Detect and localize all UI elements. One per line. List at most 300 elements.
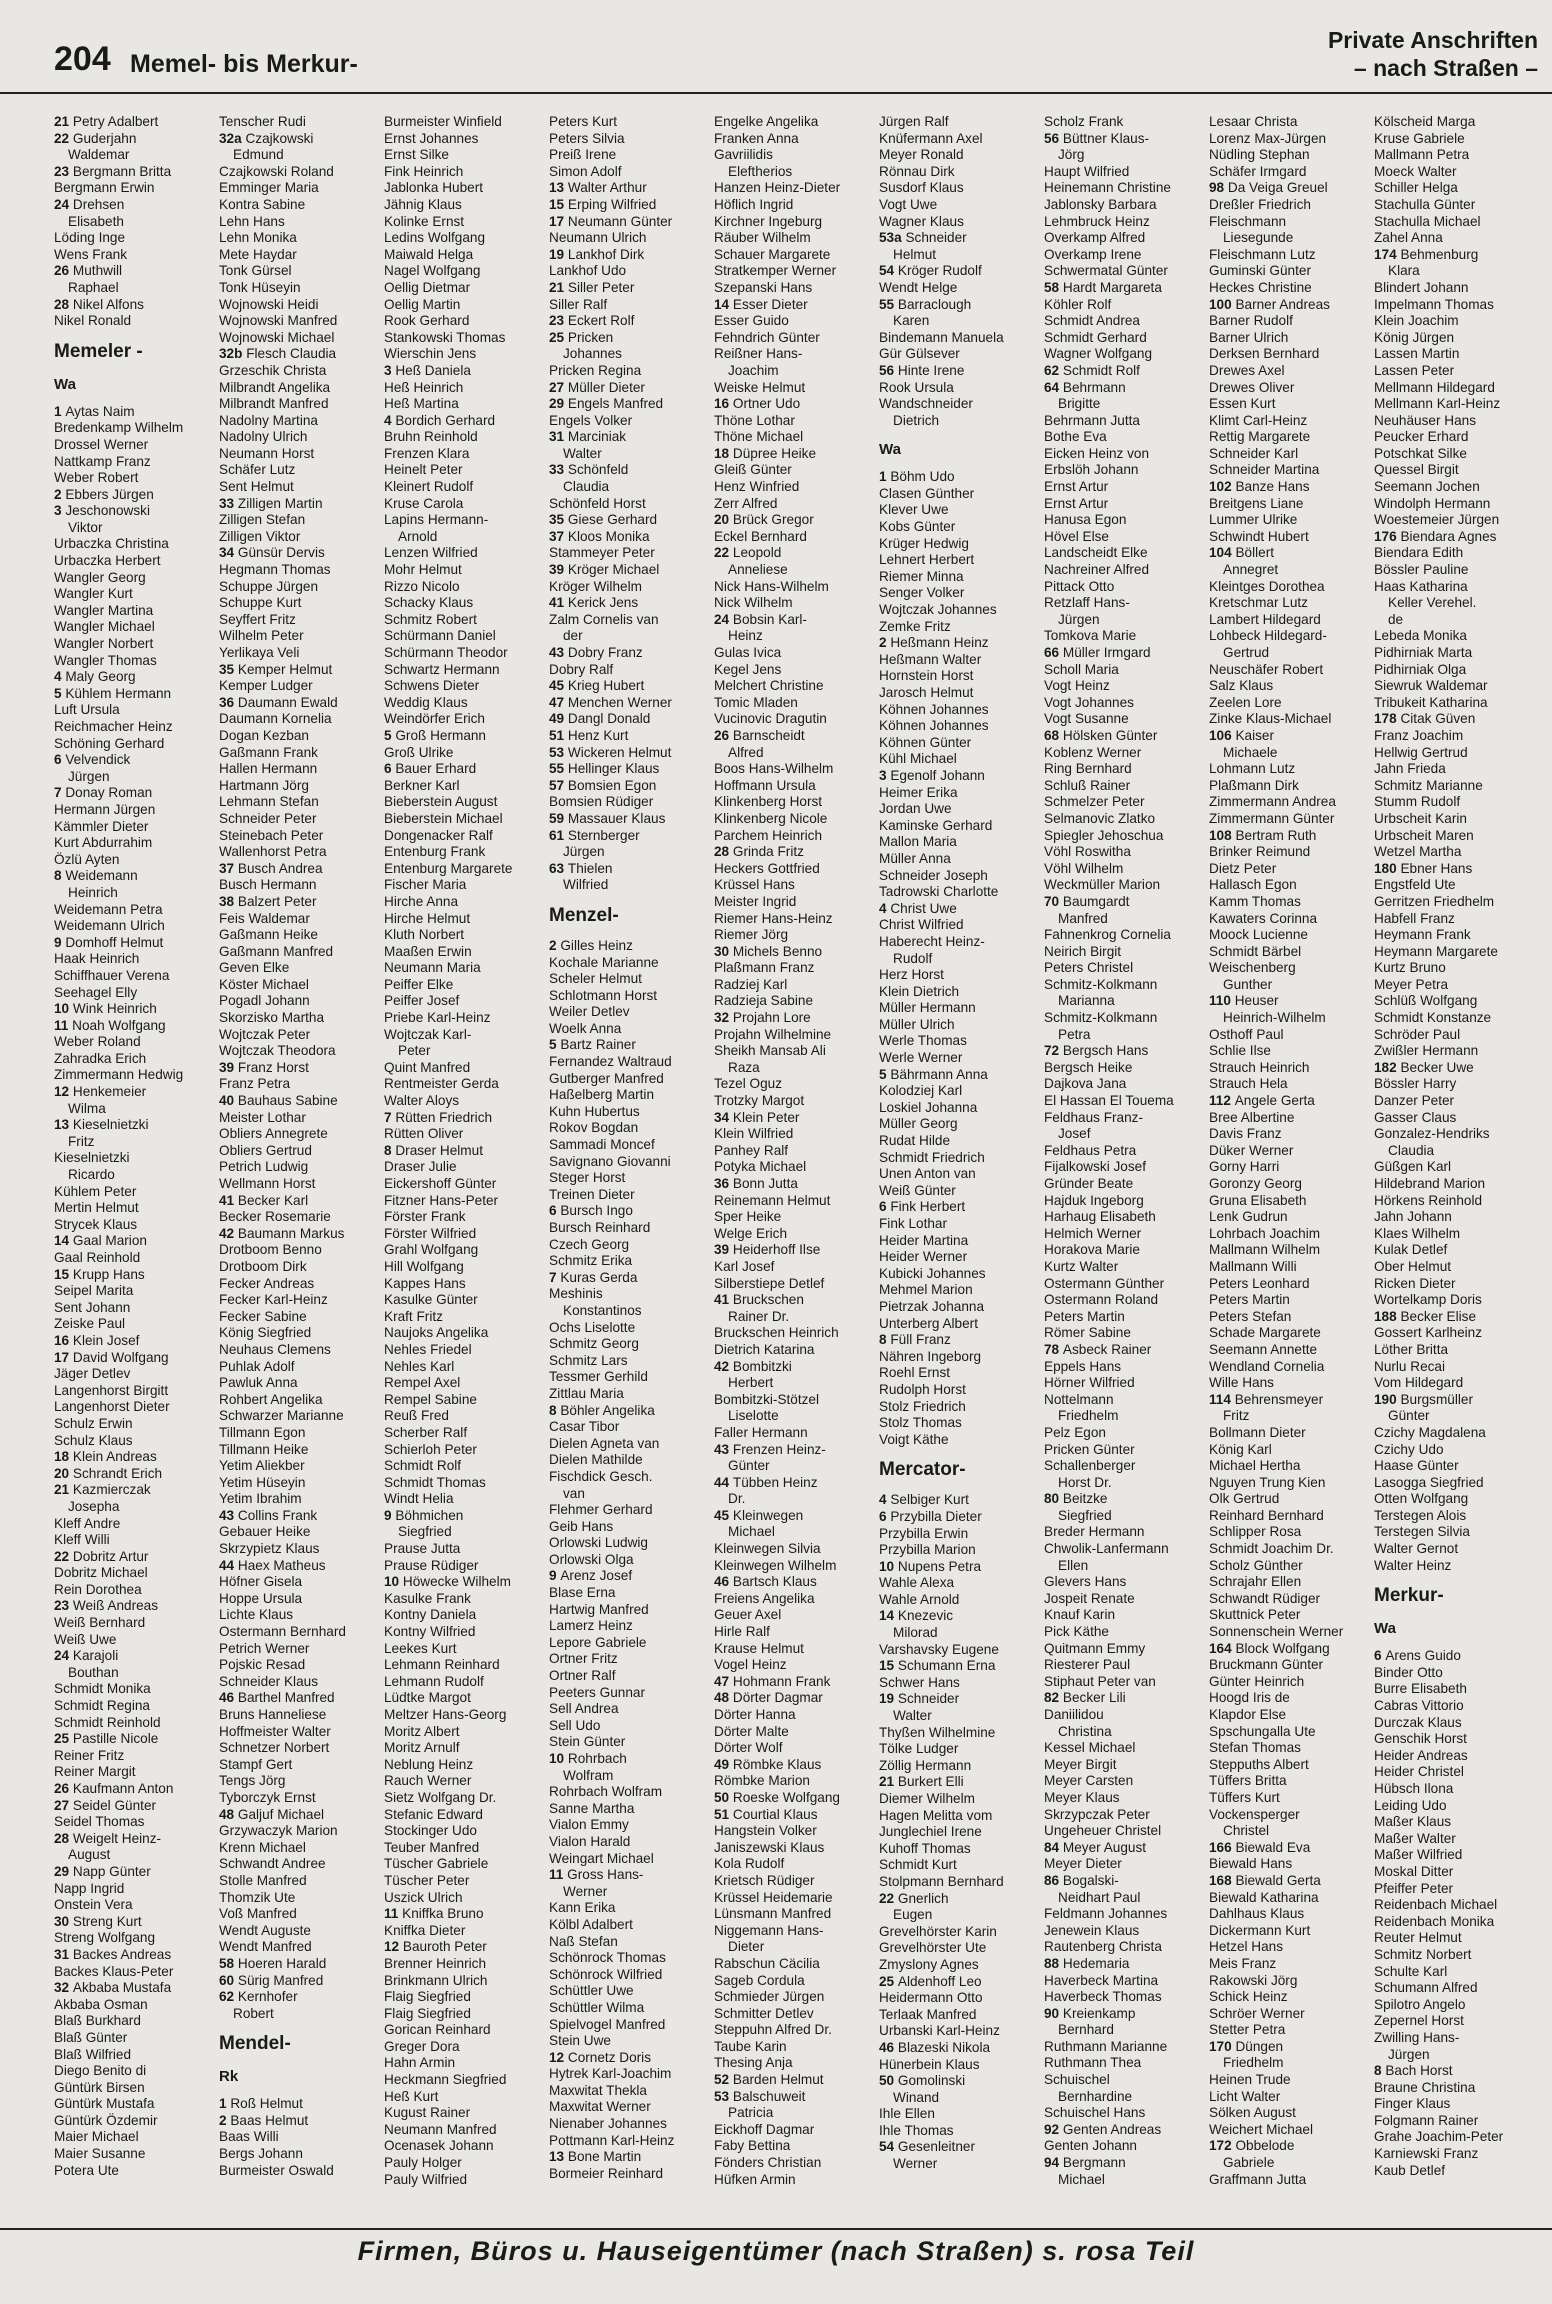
resident-entry: Peters Stefan [1209,1308,1292,1324]
resident-entry: Heidermann Otto [879,1990,983,2006]
resident-entry: Grzeschik Christa [219,362,327,378]
resident-name: Bonn Jutta [732,1176,798,1191]
resident-entry: Kleff Andre [54,1515,121,1531]
resident-entry: Rempel Sabine [384,1391,477,1407]
resident-entry: Kurtz Walter [1044,1258,1119,1274]
house-number: 32a [219,130,246,146]
resident-entry: Wagner Wolfgang [1044,346,1153,362]
resident-entry: Tüscher Peter [384,1872,470,1888]
resident-entry: Breder Hermann [1044,1524,1145,1540]
resident-entry [54,404,219,421]
house-number: 11 [549,1867,568,1883]
house-number: 188 [1374,1308,1401,1324]
resident-entry [879,2073,1044,2090]
resident-name: Petry Adalbert [72,114,159,129]
resident-entry: Schick Heinz [1209,1989,1288,2005]
resident-entry: Wille Hans [1209,1375,1274,1391]
resident-entry: Steppuths Albert [1209,1756,1309,1772]
resident-entry: Petrich Ludwig [219,1159,309,1175]
entry-continuation: Ellen [1058,1557,1089,1573]
resident-entry: Kolinke Ernst [384,213,465,229]
resident-entry: Stiphaut Peter van [1044,1673,1156,1689]
house-number: 3 [879,767,891,783]
resident-entry: Boos Hans-Wilhelm [714,761,834,777]
resident-entry: Pottmann Karl-Heinz [549,2132,675,2148]
house-number: 31 [549,429,568,445]
resident-entry: Schüttler Uwe [549,1983,634,1999]
resident-entry: Unterberg Albert [879,1315,978,1331]
resident-entry: Krüssel Hans [714,877,795,893]
house-number: 36 [714,1176,733,1191]
house-number: 6 [879,1508,891,1524]
resident-entry: Sageb Cordula [714,1972,805,1988]
house-number: 46 [879,2039,898,2055]
house-number: 36 [219,694,238,710]
house-number: 22 [54,130,73,146]
resident-entry: Pittack Otto [1044,578,1115,594]
resident-entry: Weckmüller Marion [1044,877,1161,893]
entry-continuation: Karen [893,313,930,329]
resident-entry: Trotzky Margot [714,1093,805,1109]
resident-entry: Sper Heike [714,1209,782,1225]
house-number: 32b [219,346,247,362]
resident-name: Angele Gerta [1234,1093,1315,1109]
resident-name: Ebner Hans [1400,860,1473,876]
entry-continuation: Peter [398,1043,431,1059]
house-number: 80 [1044,1491,1063,1507]
resident-name: Böllert [1235,545,1274,561]
resident-entry: Zittlau Maria [549,1385,624,1401]
resident-entry: Hallen Hermann [219,761,318,777]
resident-entry: Kontra Sabine [219,196,306,212]
resident-entry: Bormeier Reinhard [549,2165,664,2181]
resident-entry: Drotboom Benno [219,1242,322,1258]
resident-entry: Breitgens Liane [1209,495,1304,511]
resident-entry: Grevelhörster Ute [879,1940,987,1956]
house-number: 55 [549,761,568,777]
resident-entry: Stolz Thomas [879,1415,962,1431]
resident-entry [1209,1093,1374,1110]
resident-entry [714,512,879,529]
resident-entry: Hellwig Gertrud [1374,744,1468,760]
resident-entry: Schlotmann Horst [549,987,658,1003]
resident-entry: Lorenz Max-Jürgen [1209,130,1327,146]
house-number: 28 [54,1830,73,1846]
resident-entry [1209,479,1374,496]
resident-entry: Ruthmann Marianne [1044,2038,1168,2054]
resident-name: Roeske Wolfgang [732,1789,840,1805]
resident-entry: Tenscher Rudi [219,114,306,129]
entry-continuation: Christina [1058,1723,1112,1739]
resident-entry: Weddig Klaus [384,694,468,710]
street-heading: Memeler - [54,340,143,362]
resident-entry: Haase Günter [1374,1458,1459,1474]
house-number: 61 [549,827,568,843]
resident-entry [219,1060,384,1077]
resident-entry [384,1508,549,1525]
entry-continuation: Josef [1058,1126,1091,1142]
resident-entry: Tüffers Kurt [1209,1789,1280,1805]
resident-entry: Busch Hermann [219,877,317,893]
resident-entry: Thöne Michael [714,429,804,445]
resident-entry: Schmidt Joachim Dr. [1209,1541,1334,1557]
resident-entry: Schlie Ilse [1209,1043,1271,1059]
resident-name: Siller Peter [567,279,635,295]
resident-entry: Kurt Abdurrahim [54,835,153,851]
resident-entry [54,1781,219,1798]
resident-entry [219,1956,384,1973]
resident-entry: Schneider Joseph [879,867,988,883]
street-heading: Mendel- [219,2033,291,2055]
resident-entry: Vogt Uwe [879,196,938,212]
resident-entry: Gorny Harri [1209,1159,1280,1175]
entry-continuation: Neidhart Paul [1058,1889,1141,1905]
resident-entry [879,1509,1044,1526]
resident-entry [879,635,1044,652]
resident-entry: Rein Dorothea [54,1581,142,1597]
resident-entry: Reidenbach Michael [1374,1897,1498,1913]
resident-name: Hölsken Günter [1062,727,1158,743]
resident-entry: Wandschneider [879,396,973,412]
resident-entry: Krause Helmut [714,1640,804,1656]
resident-entry [1209,993,1374,1010]
resident-entry: Dielen Agneta van [549,1435,660,1451]
resident-entry [54,1466,219,1483]
entry-continuation: Friedhelm [1223,2055,1284,2071]
resident-entry [549,678,714,695]
resident-name: Erping Wilfried [567,196,657,212]
resident-entry [1374,1060,1539,1077]
resident-entry: Lehn Monika [219,230,297,246]
resident-entry: Lehn Hans [219,213,285,229]
resident-entry: Mallon Maria [879,834,957,850]
resident-entry [879,1974,1044,1991]
resident-entry: Schwer Hans [879,1674,960,1690]
resident-name: Arenz Josef [560,1568,633,1584]
resident-entry: Lebeda Monika [1374,628,1467,644]
resident-entry [549,214,714,231]
resident-entry [879,230,1044,247]
resident-entry: Vialon Harald [549,1833,631,1849]
resident-name: Beitzke [1062,1491,1108,1507]
entry-continuation: Werner [563,1883,608,1899]
house-number: 49 [714,1756,733,1772]
resident-name: David Wolfgang [72,1349,169,1365]
resident-entry [384,363,549,380]
resident-name: Barraclough [897,296,972,312]
resident-entry: Schmitz-Kolkmann [1044,1010,1158,1026]
resident-entry [879,1774,1044,1791]
resident-entry: Wangler Kurt [54,586,133,602]
resident-entry [714,844,879,861]
resident-entry [879,1199,1044,1216]
resident-entry: Lehnert Herbert [879,552,975,568]
resident-entry [1374,529,1539,546]
resident-entry: Lasogga Siegfried [1374,1474,1484,1490]
resident-entry: Hanzen Heinz-Dieter [714,180,841,196]
resident-entry: Wallenhorst Petra [219,844,327,860]
resident-entry [1044,1043,1209,1060]
resident-entry: König Karl [1209,1441,1272,1457]
resident-entry: Scholl Maria [1044,661,1119,677]
house-number: 6 [549,1203,561,1219]
section-title [1328,26,1538,82]
resident-name: Pastille Nicole [72,1731,159,1747]
resident-entry: Güntürk Birsen [54,2079,145,2095]
resident-entry: Quitmann Emmy [1044,1640,1146,1656]
resident-entry: Jospeit Renate [1044,1590,1135,1606]
entry-continuation: Klara [1388,263,1420,279]
resident-entry: Weber Roland [54,1034,141,1050]
resident-entry: Schwermatal Günter [1044,263,1168,279]
resident-name: Blazeski Nikola [897,2039,991,2055]
entry-continuation: Keller Verehel. [1388,595,1477,611]
resident-entry: Heider Andreas [1374,1747,1468,1763]
resident-entry: Grevelhörster Karin [879,1923,997,1939]
resident-entry: Heider Martina [879,1232,969,1248]
resident-entry: Güntürk Mustafa [54,2096,155,2112]
house-number: 8 [549,1402,561,1418]
house-number: 164 [1209,1640,1236,1656]
resident-entry: Zöllig Hermann [879,1757,972,1773]
house-number: 46 [219,1690,238,1706]
resident-entry: Susdorf Klaus [879,180,964,196]
resident-entry [54,1549,219,1566]
resident-entry: Neuhäuser Hans [1374,412,1477,428]
resident-entry: Blaß Wilfried [54,2046,132,2062]
house-number: 24 [54,196,73,212]
house-number: 24 [54,1648,73,1664]
house-number: 22 [714,545,733,561]
resident-entry: Hermann Jürgen [54,801,156,817]
resident-entry [714,1790,879,1807]
resident-name: Fink Herbert [890,1199,966,1215]
resident-entry: Braune Christina [1374,2079,1476,2095]
house-number: 104 [1209,545,1236,561]
house-number: 42 [219,1225,238,1241]
resident-entry: Rokov Bogdan [549,1120,639,1136]
resident-entry [384,1906,549,1923]
house-number: 27 [54,1797,73,1813]
resident-entry: Schönfeld Horst [549,495,646,511]
entry-continuation: Helmut [893,246,937,262]
resident-entry: Heckmann Siegfried [384,2072,507,2088]
resident-entry [549,1751,714,1768]
resident-name: Böhler Angelika [560,1402,655,1418]
resident-entry: Meyer Birgit [1044,1756,1117,1772]
resident-entry [54,1831,219,1848]
resident-entry: Karniewski Franz [1374,2146,1479,2162]
resident-entry [714,1242,879,1259]
house-number: 34 [714,1109,733,1125]
resident-entry [549,745,714,762]
resident-entry: Förster Wilfried [384,1225,477,1241]
entry-continuation: Edmund [233,147,284,163]
resident-entry: Stankowski Thomas [384,329,506,345]
house-number: 32 [54,1980,73,1996]
resident-entry: Werle Thomas [879,1033,967,1049]
resident-entry: Nehles Friedel [384,1341,472,1357]
resident-name: Guderjahn [72,130,137,146]
resident-name: Leopold [732,545,782,561]
resident-entry [1209,1873,1374,1890]
resident-name: Da Veiga Greuel [1227,180,1328,196]
resident-entry: Hörner Wilfried [1044,1375,1135,1391]
resident-entry: Fischdick Gesch. [549,1468,653,1484]
entry-continuation: Raphael [68,279,119,295]
resident-entry: Fink Lothar [879,1216,948,1231]
resident-entry: Gossert Karlheinz [1374,1325,1483,1341]
resident-entry: Heymann Margarete [1374,943,1498,959]
resident-entry: Müller Ulrich [879,1016,955,1032]
resident-entry: Biewald Katharina [1209,1889,1319,1905]
resident-entry: Lohrbach Joachim [1209,1225,1321,1241]
resident-entry [549,645,714,662]
entry-continuation: Liselotte [728,1408,779,1424]
resident-entry [879,363,1044,380]
resident-entry: Köhler Rolf [1044,296,1112,312]
resident-entry: Kubicki Johannes [879,1265,986,1281]
resident-entry: Bree Albertine [1209,1109,1295,1125]
resident-entry [219,346,384,363]
entry-continuation: Michaele [1223,744,1278,760]
resident-name: Egenolf Johann [890,767,985,783]
resident-name: Aytas Naim [65,403,135,419]
resident-entry: Rohbert Angelika [219,1391,323,1407]
resident-entry: Drossel Werner [54,436,149,452]
resident-entry [54,752,219,769]
resident-entry [879,1691,1044,1708]
resident-entry: Kessel Michael [1044,1740,1136,1756]
resident-name: Hellinger Klaus [567,761,660,777]
resident-entry: Schmitz Erika [549,1253,633,1269]
resident-entry: Schmidt Regina [54,1698,150,1714]
resident-entry: Tüscher Gabriele [384,1856,489,1872]
resident-entry: Steppuhn Alfred Dr. [714,2022,832,2038]
resident-entry: Müller Georg [879,1116,958,1132]
resident-name: Neumann Günter [567,213,673,229]
resident-entry: Gleiß Günter [714,462,792,478]
resident-entry: Werle Werner [879,1050,963,1066]
resident-name: Becker Karl [237,1192,309,1208]
resident-entry: Bössler Harry [1374,1076,1457,1092]
resident-entry: Peters Leonhard [1209,1275,1310,1291]
resident-entry: Leiding Udo [1374,1797,1447,1813]
resident-entry: Schuischel [1044,2072,1110,2088]
resident-entry: Welge Erich [714,1225,788,1241]
resident-entry: Schlipper Rosa [1209,1524,1302,1540]
resident-entry: Ochs Liselotte [549,1319,636,1335]
resident-entry: Barner Rudolf [1209,313,1293,329]
resident-entry: Kaminske Gerhard [879,817,993,833]
house-number: 43 [549,645,568,660]
resident-name: Cornetz Doris [567,2049,652,2065]
house-number: 3 [384,362,396,378]
resident-entry: Zahel Anna [1374,230,1443,246]
resident-entry: Engelke Angelika [714,114,819,129]
resident-name: Citak Güven [1400,711,1476,727]
house-number: 37 [549,528,568,544]
resident-entry: Pidhirniak Marta [1374,645,1473,660]
resident-entry: Bieberstein Michael [384,810,503,826]
resident-entry: Feldhaus Petra [1044,1142,1137,1158]
resident-entry: Bombitzki-Stötzel [714,1391,820,1407]
resident-entry [1209,1392,1374,1409]
resident-entry: Weber Robert [54,470,139,486]
resident-entry: Stratkemper Werner [714,263,837,279]
resident-entry [1044,280,1209,297]
resident-entry: Quint Manfred [384,1059,471,1075]
resident-name: Dangl Donald [567,711,651,727]
resident-name: Courtial Klaus [732,1806,818,1822]
house-number: 21 [549,279,568,295]
resident-name: Hoeren Harald [237,1955,327,1971]
resident-entry: Czichy Magdalena [1374,1424,1486,1440]
resident-name: Biewald Eva [1235,1839,1311,1855]
resident-entry: Köhnen Johannes [879,718,989,734]
resident-entry [1209,545,1374,562]
resident-name: Obbelode [1235,2138,1295,2154]
resident-entry: Hirche Helmut [384,910,471,926]
house-number: 8 [384,1142,396,1158]
resident-entry: Ihle Thomas [879,2122,954,2138]
resident-entry [219,2096,384,2113]
entry-continuation: Dietrich [893,412,940,428]
resident-entry [714,1508,879,1525]
resident-name: Bursch Ingo [560,1203,633,1219]
resident-entry: Römer Sabine [1044,1325,1131,1341]
house-number: 58 [219,1955,238,1971]
resident-entry [54,1233,219,1250]
resident-name: Dobritz Artur [72,1548,149,1564]
house-number: 14 [879,1608,898,1624]
directory-column [1374,114,1539,2204]
entry-continuation: Siegfried [398,1524,452,1540]
resident-entry: Günter Heinrich [1209,1673,1305,1689]
house-number: 30 [54,1913,73,1929]
resident-entry: Kirchner Ingeburg [714,213,823,229]
resident-entry: Tessmer Gerhild [549,1369,648,1385]
resident-entry: Maier Susanne [54,2146,146,2162]
resident-entry: Gründer Beate [1044,1176,1134,1191]
resident-name: Burkert Elli [897,1774,964,1790]
resident-entry: Drewes Axel [1209,362,1285,378]
resident-entry: Burmeister Winfield [384,114,502,129]
resident-entry: Wellmann Horst [219,1176,316,1191]
resident-entry [219,861,384,878]
resident-entry: Lummer Ulrike [1209,512,1298,528]
resident-entry: Schneider Peter [219,810,317,826]
resident-name: Balzert Peter [237,893,317,909]
resident-entry: Thomzik Ute [219,1889,296,1905]
entry-continuation: Christel [1223,1823,1270,1839]
resident-entry: Szepanski Hans [714,279,813,295]
entry-continuation: Anneliese [728,562,788,578]
resident-entry: Fleischmann Lutz [1209,246,1316,262]
resident-entry: Christ Wilfried [879,917,964,933]
resident-entry: Thyßen Wilhelmine [879,1724,996,1740]
entry-continuation: Annegret [1223,562,1279,578]
house-number: 54 [879,2139,898,2155]
resident-entry: Emminger Maria [219,180,319,196]
resident-entry: Schauer Margarete [714,246,831,262]
resident-entry [879,297,1044,314]
resident-name: Bartz Rainer [560,1037,636,1053]
resident-name: Banze Hans [1235,479,1310,495]
resident-name: Collins Frank [237,1507,318,1523]
house-number: 178 [1374,711,1401,727]
resident-entry: Daniilidou [1044,1707,1104,1722]
